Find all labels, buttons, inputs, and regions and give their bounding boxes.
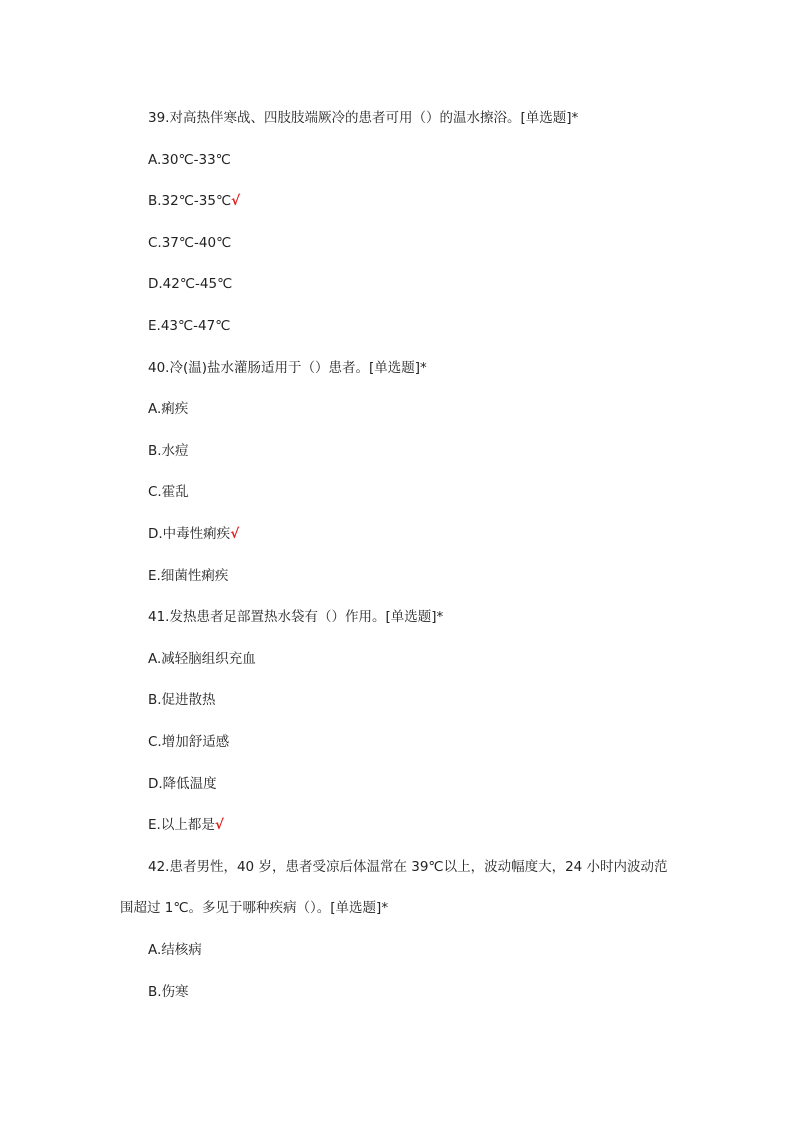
- question-42-stem-line-2: 围超过 1℃。多见于哪种疾病（）。[单选题]*: [120, 900, 389, 916]
- question-40-option-e: E.细菌性痢疾: [148, 568, 229, 584]
- question-41-option-b: B.促进散热: [148, 692, 216, 708]
- correct-answer-checkmark: √: [214, 817, 224, 833]
- question-40-option-b: B.水痘: [148, 443, 189, 459]
- correct-answer-checkmark: √: [230, 526, 240, 542]
- question-41-option-d: D.降低温度: [148, 776, 217, 792]
- question-40-option-a: A.痢疾: [148, 401, 189, 417]
- correct-answer-checkmark: √: [231, 193, 241, 209]
- question-42-option-b: B.伤寒: [148, 984, 189, 1000]
- question-41-option-e: E.以上都是√: [148, 817, 224, 833]
- question-40-option-d: D.中毒性痢疾√: [148, 526, 240, 542]
- question-39-option-b: B.32℃-35℃√: [148, 193, 241, 209]
- question-39-option-e: E.43℃-47℃: [148, 318, 231, 334]
- question-39-option-d: D.42℃-45℃: [148, 276, 233, 292]
- question-39-stem: 39.对高热伴寒战、四肢肢端厥冷的患者可用（）的温水擦浴。[单选题]*: [148, 110, 579, 126]
- question-42-option-a: A.结核病: [148, 942, 202, 958]
- question-41-option-a: A.减轻脑组织充血: [148, 651, 256, 667]
- question-41-option-c: C.增加舒适感: [148, 734, 230, 750]
- question-40-option-c: C.霍乱: [148, 484, 189, 500]
- question-40-stem: 40.冷(温)盐水灌肠适用于（）患者。[单选题]*: [148, 360, 427, 376]
- question-41-stem: 41.发热患者足部置热水袋有（）作用。[单选题]*: [148, 609, 444, 625]
- question-39-option-c: C.37℃-40℃: [148, 235, 232, 251]
- question-39-option-a: A.30℃-33℃: [148, 152, 231, 168]
- question-42-stem-line-1: 42.患者男性，40 岁，患者受凉后体温常在 39℃以上，波动幅度大，24 小时内波动范: [148, 859, 668, 875]
